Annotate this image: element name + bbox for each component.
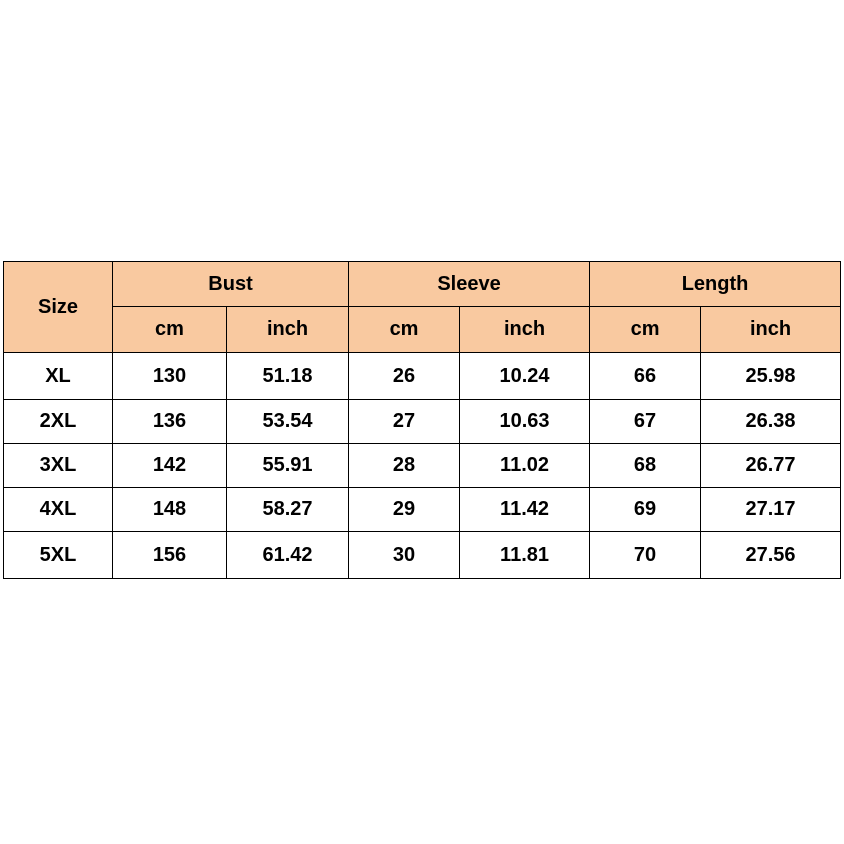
sleeve-inch-cell: 10.24: [460, 353, 590, 400]
sleeve-inch-cell: 11.81: [460, 532, 590, 579]
length-cm-cell: 66: [590, 353, 701, 400]
length-inch-cell: 25.98: [701, 353, 841, 400]
sleeve-cm-cell: 27: [349, 400, 460, 444]
length-cm-cell: 69: [590, 488, 701, 532]
sleeve-cm-cell: 26: [349, 353, 460, 400]
unit-header: inch: [460, 307, 590, 353]
bust-inch-cell: 61.42: [227, 532, 349, 579]
size-cell: 4XL: [4, 488, 113, 532]
bust-inch-cell: 51.18: [227, 353, 349, 400]
unit-header: inch: [701, 307, 841, 353]
bust-cm-cell: 156: [113, 532, 227, 579]
sleeve-inch-cell: 11.02: [460, 444, 590, 488]
length-inch-cell: 26.38: [701, 400, 841, 444]
table-row: [4, 488, 841, 532]
size-cell: 5XL: [4, 532, 113, 579]
size-header: Size: [4, 262, 113, 353]
length-cm-cell: 68: [590, 444, 701, 488]
sleeve-header: Sleeve: [349, 262, 590, 307]
table-row: [4, 532, 841, 579]
bust-cm-cell: 130: [113, 353, 227, 400]
length-header: Length: [590, 262, 841, 307]
sleeve-cm-cell: 29: [349, 488, 460, 532]
length-inch-cell: 26.77: [701, 444, 841, 488]
bust-inch-cell: 53.54: [227, 400, 349, 444]
header-row-units: [4, 307, 841, 353]
unit-header: cm: [113, 307, 227, 353]
bust-cm-cell: 148: [113, 488, 227, 532]
sleeve-cm-cell: 28: [349, 444, 460, 488]
unit-header: cm: [349, 307, 460, 353]
table-row: [4, 400, 841, 444]
table-row: [4, 444, 841, 488]
length-cm-cell: 67: [590, 400, 701, 444]
length-inch-cell: 27.17: [701, 488, 841, 532]
length-cm-cell: 70: [590, 532, 701, 579]
bust-cm-cell: 136: [113, 400, 227, 444]
length-inch-cell: 27.56: [701, 532, 841, 579]
bust-inch-cell: 55.91: [227, 444, 349, 488]
unit-header: cm: [590, 307, 701, 353]
unit-header: inch: [227, 307, 349, 353]
bust-cm-cell: 142: [113, 444, 227, 488]
table-row: [4, 353, 841, 400]
size-cell: 3XL: [4, 444, 113, 488]
bust-header: Bust: [113, 262, 349, 307]
sleeve-inch-cell: 10.63: [460, 400, 590, 444]
size-chart-table: [3, 261, 841, 579]
header-row-groups: [4, 262, 841, 307]
bust-inch-cell: 58.27: [227, 488, 349, 532]
size-cell: 2XL: [4, 400, 113, 444]
size-cell: XL: [4, 353, 113, 400]
sleeve-inch-cell: 11.42: [460, 488, 590, 532]
sleeve-cm-cell: 30: [349, 532, 460, 579]
